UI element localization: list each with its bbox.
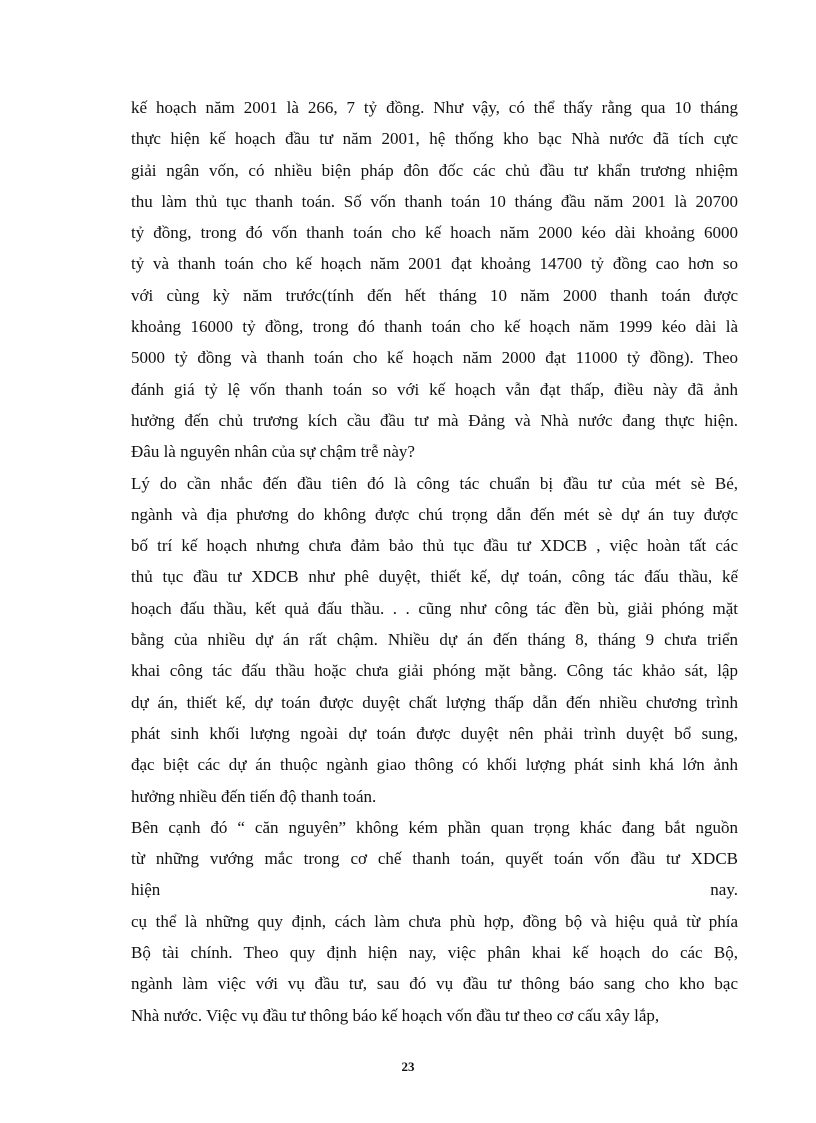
text-line-24: Bên cạnh đó “ căn nguyên” không kém phần quan trọng khác đang bắt nguồn [131,817,738,837]
text-line-18: bằng của nhiều dự án rất chậm. Nhiều dự án đến tháng 8, tháng 9 chưa triển [131,630,738,650]
text-line-15: bố trí kế hoạch nhưng chưa đảm bảo thủ tục đầu tư XDCB , việc hoàn tất các [131,536,738,556]
text-line-11: hưởng đến chủ trương kích cầu đầu tư mà Đảng và Nhà nước đang thực hiện. [131,410,738,430]
text-line-13: Lý do cần nhắc đến đầu tiên đó là công tác chuẩn bị đầu tư của mét sè Bé, [131,473,738,493]
text-line-4: thu làm thủ tục thanh toán. Số vốn thanh toán 10 tháng đầu năm 2001 là 20700 [131,191,738,211]
text-line-1: kế hoạch năm 2001 là 266, 7 tỷ đồng. Như vậy, có thể thấy rằng qua 10 tháng [131,98,738,117]
text-line-21: phát sinh khối lượng ngoài dự toán được duyệt nên phải trình duyệt bổ sung, [131,723,738,743]
text-line-23: hưởng nhiều đến tiến độ thanh toán. [131,786,377,806]
text-line-29: ngành làm việc với vụ đầu tư, sau đó vụ đầu tư thông báo sang cho kho bạc [131,974,738,994]
text-line-20: dự án, thiết kế, dự toán được duyệt chất lượng thấp dẫn đến nhiều chương trình [131,692,738,712]
text-line-10: đánh giá tỷ lệ vốn thanh toán so với kế hoạch vẫn đạt thấp, điều này đã ảnh [131,379,738,399]
text-line-17: hoạch đấu thầu, kết quả đấu thầu. . . cũng như công tác đền bù, giải phóng mặt [131,598,738,618]
text-line-5: tỷ đồng, trong đó vốn thanh toán cho kế hoach năm 2000 kéo dài khoảng 6000 [131,223,738,243]
text-line-3: giải ngân vốn, có nhiều biện pháp đôn đốc các chủ đầu tư khẩn trương nhiệm [131,160,738,180]
text-line-2: thực hiện kế hoạch đầu tư năm 2001, hệ thống kho bạc Nhà nước đã tích cực [131,129,738,149]
text-line-7: với cùng kỳ năm trước(tính đến hết tháng 10 năm 2000 thanh toán được [131,285,738,305]
text-line-25: từ những vướng mắc trong cơ chế thanh toán, quyết toán vốn đầu tư XDCB [131,849,738,869]
text-line-22: đạc biệt các dự án thuộc ngành giao thông có khối lượng phát sinh khá lớn ảnh [131,755,738,775]
page-number: 23 [401,1059,415,1074]
text-line-16: thủ tục đầu tư XDCB như phê duyệt, thiết kế, dự toán, công tác đấu thầu, kế [131,567,738,587]
text-line-9: 5000 tỷ đồng và thanh toán cho kế hoạch năm 2000 đạt 11000 tỷ đồng). Theo [131,348,738,368]
text-line-30: Nhà nước. Việc vụ đầu tư thông báo kế hoạch vốn đầu tư theo cơ cấu xây lắp, [131,1005,660,1025]
text-line-19: khai công tác đấu thầu hoặc chưa giải phóng mặt bằng. Công tác khảo sát, lập [131,661,738,681]
text-line-8: khoảng 16000 tỷ đồng, trong đó thanh toán cho kế hoạch năm 1999 kéo dài là [131,317,738,337]
body-text [131,92,738,1031]
text-line-12: Đâu là nguyên nhân của sự chậm trễ này? [131,442,415,462]
text-line-26: hiện nay. [131,880,738,900]
text-line-6: tỷ và thanh toán cho kế hoạch năm 2001 đạt khoảng 14700 tỷ đồng cao hơn so [131,254,738,274]
text-line-28: Bộ tài chính. Theo quy định hiện nay, việc phân khai kế hoạch do các Bộ, [131,943,738,963]
text-line-14: ngành và địa phương do không được chú trọng dẫn đến mét sè dự án tuy được [131,504,738,524]
text-line-27: cụ thể là những quy định, cách làm chưa phù hợp, đồng bộ và hiệu quả từ phía [131,911,738,931]
